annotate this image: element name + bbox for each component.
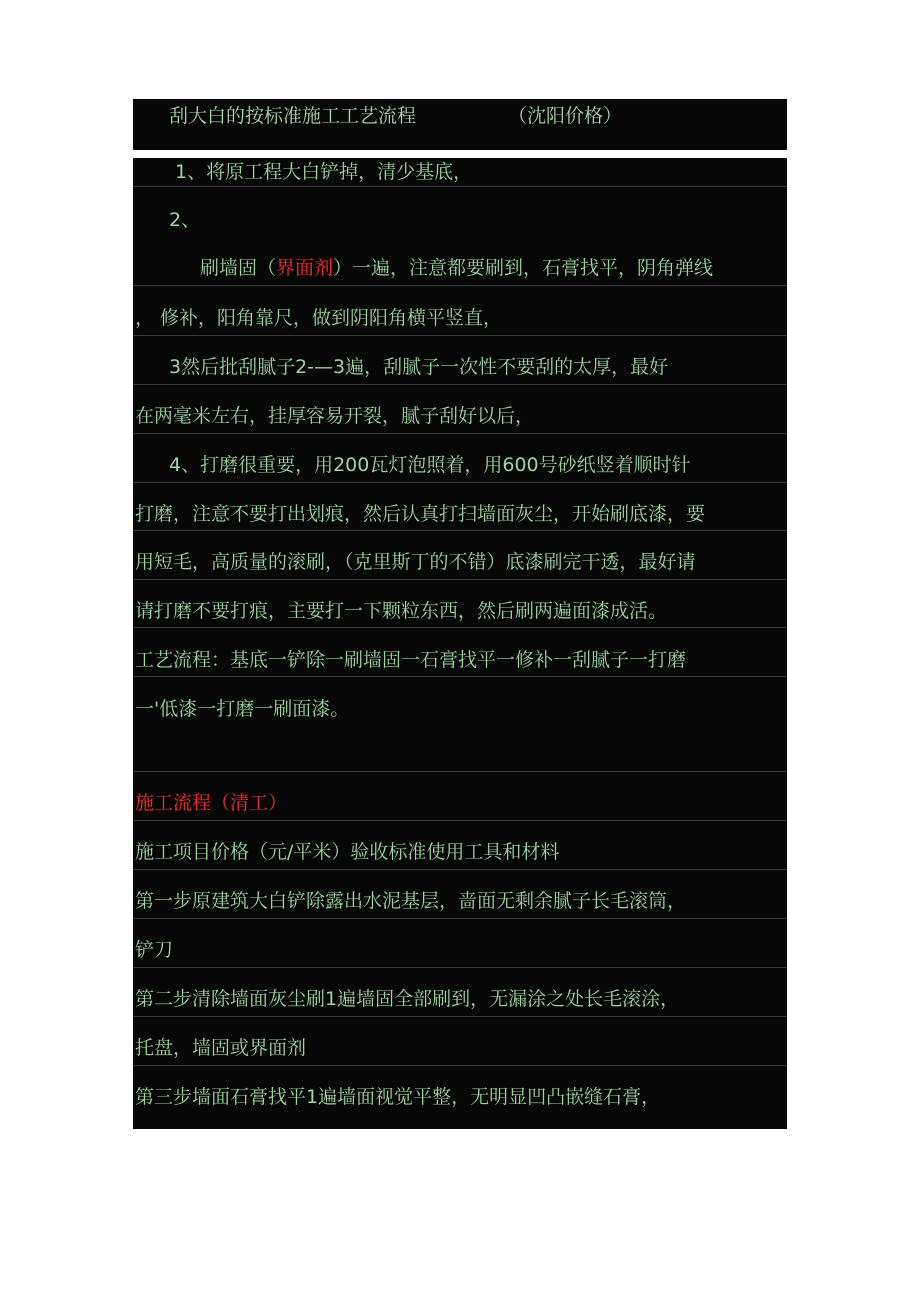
title-box bbox=[133, 99, 787, 150]
step-3-line-2: 在两毫米左右，挂厚容易开裂，腻子刮好以后， bbox=[135, 405, 535, 427]
step-2-line-2: ， 修补，阳角靠尺，做到阴阳角横平竖直， bbox=[135, 307, 503, 329]
page-title: 刮大白的按标准施工工艺流程 bbox=[169, 105, 417, 127]
step-2-line-1 bbox=[200, 256, 713, 280]
step-2-number: 2、 bbox=[169, 209, 201, 231]
content-box bbox=[133, 158, 787, 1129]
table-row-2-line-2: 托盘，墙固或界面剂 bbox=[135, 1037, 307, 1059]
step-2-text-a: 刷墙固（ bbox=[200, 257, 277, 279]
step-4-line-3: 用短毛，高质量的滚刷，（克里斯丁的不错）底漆刷完干透，最好请 bbox=[135, 551, 696, 573]
table-row-1-line-1: 第一步原建筑大白铲除露出水泥基层，啬面无剩余腻子长毛滚筒， bbox=[135, 890, 687, 912]
step-1: 1、将原工程大白铲掉，清少基底， bbox=[175, 161, 473, 183]
page-subtitle: （沈阳价格） bbox=[508, 105, 623, 127]
step-2-highlight: 界面剂 bbox=[276, 257, 334, 279]
step-2-text-b: ）一遍，注意都要刷到，石膏找平，阴角弹线 bbox=[333, 257, 714, 279]
table-columns: 施工项目价格（元/平米）验收标准使用工具和材料 bbox=[135, 841, 560, 863]
step-4-line-2: 打磨，注意不要打出划痕，然后认真打扫墙面灰尘，开始刷底漆，要 bbox=[135, 503, 706, 525]
table-row-3-line-1: 第三步墙面石膏找平1遍墙面视觉平整，无明显凹凸嵌缝石膏， bbox=[135, 1086, 661, 1108]
table-row-2-line-1: 第二步清除墙面灰尘刷1遍墙固全部刷到，无漏涂之处长毛滚涂， bbox=[135, 988, 680, 1010]
step-4-line-1: 4、打磨很重要，用200瓦灯泡照着，用600号砂纸竖着顺时针 bbox=[169, 454, 691, 476]
table-heading: 施工流程（清工） bbox=[135, 792, 288, 814]
table-row-1-line-2: 铲刀 bbox=[135, 939, 174, 961]
process-flow-line-2: 一'低漆一打磨一刷面漆。 bbox=[135, 698, 350, 720]
step-4-line-4: 请打磨不要打痕，主要打一下颗粒东西，然后刷两遍面漆成活。 bbox=[135, 600, 668, 622]
process-flow-line-1: 工艺流程：基底一铲除一刷墙固一石膏找平一修补一刮腻子一打磨 bbox=[135, 649, 687, 671]
step-3-line-1: 3然后批刮腻子2-—3遍，刮腻子一次性不要刮的太厚，最好 bbox=[169, 356, 669, 378]
